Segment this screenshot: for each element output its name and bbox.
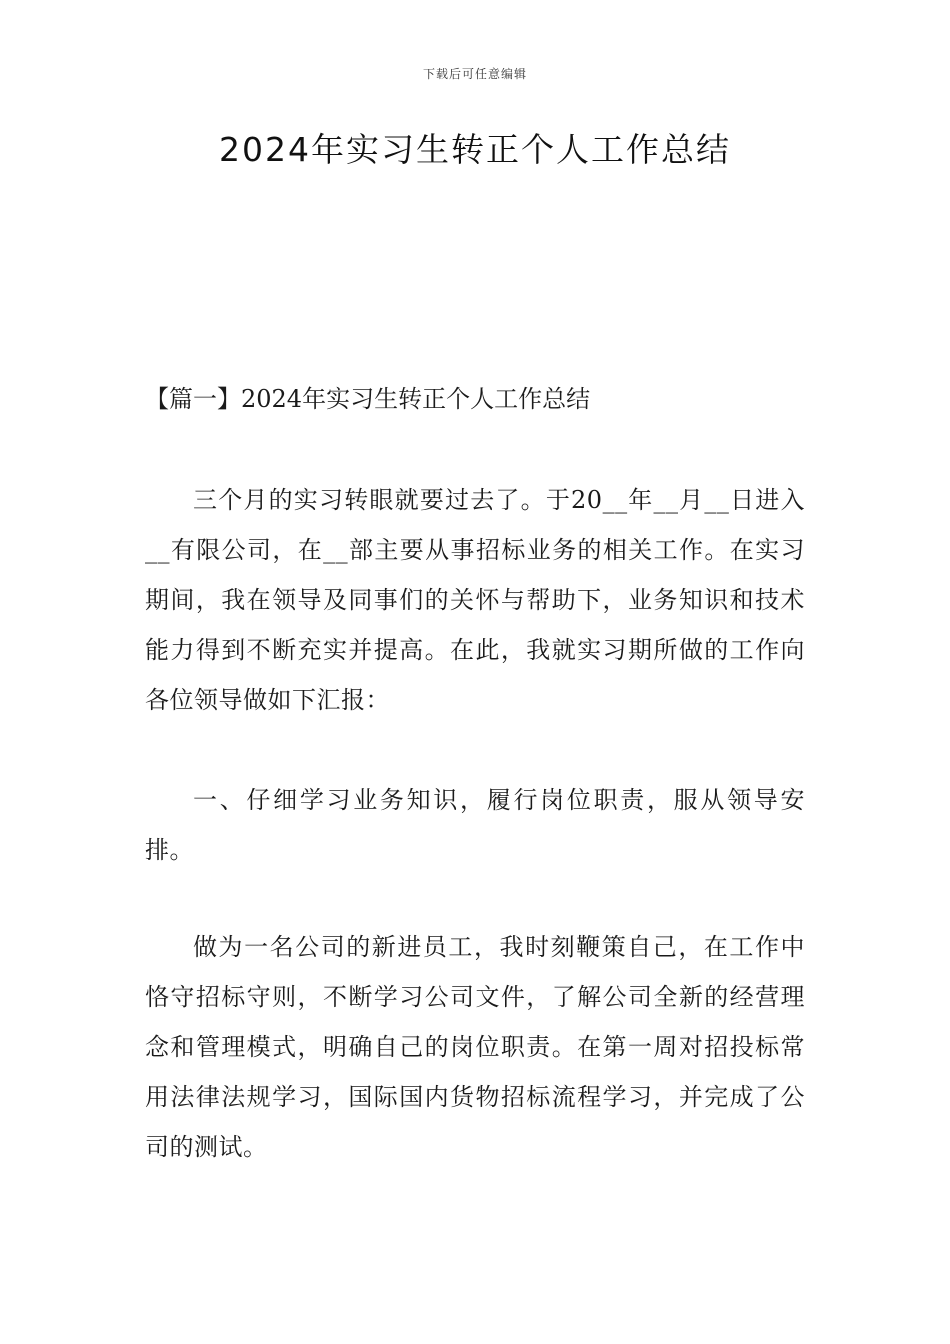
body-paragraph: 三个月的实习转眼就要过去了。于20__年__月__日进入__有限公司，在__部主要从事招标业务的相关工作。在实习期间，我在领导及同事们的关怀与帮助下，业务知识和技术能力得到不断充实并提高。在此，我就实习期所做的工作向各位领导做如下汇报： [145, 486, 805, 714]
header-note: 下载后可任意编辑 [422, 67, 527, 81]
body-paragraph: 一、仔细学习业务知识，履行岗位职责，服从领导安排。 [145, 786, 805, 864]
document-title: 2024年实习生转正个人工作总结 [219, 130, 731, 169]
body-paragraph: 做为一名公司的新进员工，我时刻鞭策自己，在工作中恪守招标守则，不断学习公司文件，了解公司全新的经营理念和管理模式，明确自己的岗位职责。在第一周对招投标常用法律法规学习，国际国内货物招标流程学习，并完成了公司的测试。 [145, 933, 805, 1161]
section-heading: 【篇一】2024年实习生转正个人工作总结 [145, 385, 591, 413]
